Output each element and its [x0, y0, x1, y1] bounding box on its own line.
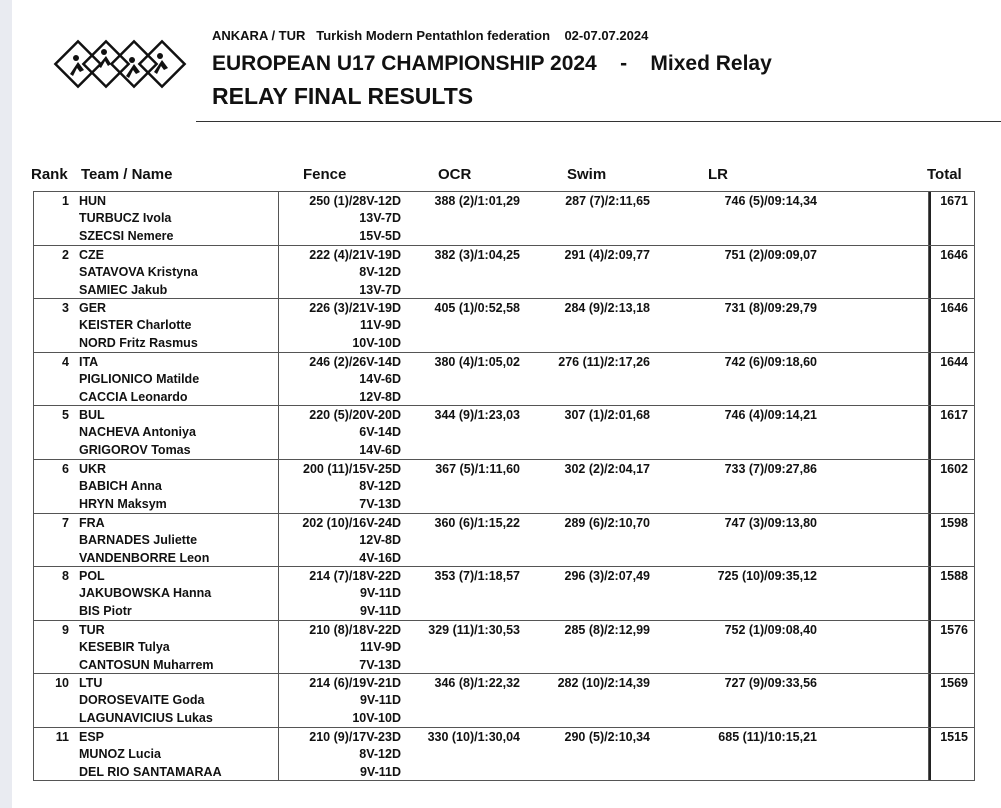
athlete-name: DEL RIO SANTAMARAA — [79, 765, 222, 779]
column-header-swim: Swim — [567, 166, 607, 183]
total-cell: 1598 — [940, 515, 968, 530]
fence-cell: 214 (7)/18V-22D — [309, 569, 401, 584]
fence-athlete-cell: 14V-6D — [359, 443, 401, 458]
pentathlon-logo — [48, 26, 198, 106]
ocr-cell: 405 (1)/0:52,58 — [434, 301, 520, 316]
column-header-fence: Fence — [303, 166, 347, 183]
team-cell: TUR — [79, 622, 105, 637]
rank-cell: 10 — [55, 676, 69, 691]
athlete-name: SZECSI Nemere — [79, 229, 174, 243]
fence-athlete-cell: 10V-10D — [352, 711, 401, 726]
column-header-lr: LR — [708, 166, 728, 183]
total-cell: 1515 — [940, 730, 968, 744]
athlete-name: MUNOZ Lucia — [79, 747, 161, 761]
rank-cell: 2 — [62, 247, 69, 262]
total-cell: 1644 — [940, 354, 968, 369]
team-cell: FRA — [79, 515, 105, 530]
ocr-cell: 382 (3)/1:04,25 — [434, 247, 520, 262]
laser-run-cell: 746 (4)/09:14,21 — [724, 408, 817, 423]
column-header-ocr: OCR — [438, 166, 472, 183]
rank-cell: 5 — [62, 408, 69, 423]
rank-cell: 11 — [55, 730, 69, 744]
fence-athlete-cell: 9V-11D — [359, 765, 401, 779]
laser-run-cell: 751 (2)/09:09,07 — [724, 247, 817, 262]
result-row — [33, 191, 975, 245]
fence-athlete-cell: 9V-11D — [359, 586, 401, 601]
athlete-name: BARNADES Juliette — [79, 532, 198, 547]
total-cell: 1569 — [940, 676, 968, 691]
column-header-total: Total — [927, 166, 962, 183]
fence-cell: 226 (3)/21V-19D — [309, 301, 401, 316]
swim-cell: 290 (5)/2:10,34 — [564, 730, 650, 744]
athlete-name: NACHEVA Antoniya — [79, 425, 196, 440]
team-cell: POL — [79, 569, 105, 584]
result-row — [33, 673, 975, 727]
result-row — [33, 459, 975, 513]
athlete-name: SATAVOVA Kristyna — [79, 264, 198, 279]
team-cell: LTU — [79, 676, 103, 691]
ocr-cell: 380 (4)/1:05,02 — [434, 354, 520, 369]
fence-athlete-cell: 14V-6D — [359, 371, 401, 386]
column-header-rank: Rank — [31, 166, 68, 183]
fence-athlete-cell: 10V-10D — [352, 336, 401, 351]
result-row — [33, 727, 975, 781]
left-margin-strip — [0, 0, 12, 808]
athlete-name: HRYN Maksym — [79, 497, 167, 511]
result-row — [33, 245, 975, 299]
athlete-name: PIGLIONICO Matilde — [79, 371, 200, 386]
swim-cell: 289 (6)/2:10,70 — [564, 515, 650, 530]
athlete-name: KESEBIR Tulya — [79, 639, 170, 654]
laser-run-cell: 731 (8)/09:29,79 — [724, 301, 817, 316]
result-row — [33, 566, 975, 620]
fence-athlete-cell: 9V-11D — [359, 693, 401, 708]
ocr-cell: 353 (7)/1:18,57 — [434, 569, 520, 584]
result-row — [33, 352, 975, 406]
swim-cell: 287 (7)/2:11,65 — [565, 194, 650, 208]
result-row — [33, 298, 975, 352]
ocr-cell: 330 (10)/1:30,04 — [427, 730, 520, 744]
laser-run-cell: 725 (10)/09:35,12 — [717, 569, 817, 584]
athlete-name: DOROSEVAITE Goda — [79, 693, 205, 708]
fence-cell: 220 (5)/20V-20D — [309, 408, 401, 423]
team-cell: HUN — [79, 194, 107, 208]
fence-cell: 200 (11)/15V-25D — [303, 462, 401, 476]
team-cell: CZE — [79, 247, 104, 262]
fence-athlete-cell: 15V-5D — [359, 229, 401, 243]
athlete-name: CACCIA Leonardo — [79, 389, 188, 404]
fence-athlete-cell: 9V-11D — [359, 604, 401, 619]
fence-athlete-cell: 13V-7D — [359, 282, 401, 297]
fence-cell: 222 (4)/21V-19D — [309, 247, 401, 262]
fence-athlete-cell: 11V-9D — [359, 639, 401, 654]
laser-run-cell: 727 (9)/09:33,56 — [724, 676, 817, 691]
fence-cell: 246 (2)/26V-14D — [309, 354, 401, 369]
athlete-name: CANTOSUN Muharrem — [79, 657, 214, 672]
ocr-cell: 388 (2)/1:01,29 — [434, 194, 520, 208]
fence-athlete-cell: 11V-9D — [359, 318, 401, 333]
ocr-cell: 367 (5)/1:11,60 — [435, 462, 520, 476]
athlete-name: KEISTER Charlotte — [79, 318, 192, 333]
fence-athlete-cell: 8V-12D — [359, 479, 401, 493]
rank-cell: 4 — [62, 354, 69, 369]
team-cell: ITA — [79, 354, 99, 369]
swim-cell: 285 (8)/2:12,99 — [564, 622, 650, 637]
laser-run-cell: 685 (11)/10:15,21 — [718, 730, 817, 744]
fence-athlete-cell: 12V-8D — [359, 389, 401, 404]
fence-athlete-cell: 7V-13D — [359, 497, 401, 511]
swim-cell: 276 (11)/2:17,26 — [558, 354, 650, 369]
swim-cell: 282 (10)/2:14,39 — [557, 676, 650, 691]
rank-cell: 9 — [62, 622, 69, 637]
rank-cell: 6 — [62, 462, 69, 476]
result-row — [33, 405, 975, 459]
total-cell: 1671 — [940, 194, 968, 208]
swim-cell: 307 (1)/2:01,68 — [564, 408, 650, 423]
team-cell: GER — [79, 301, 107, 316]
athlete-name: BIS Piotr — [79, 604, 132, 619]
result-row — [33, 620, 975, 674]
total-cell: 1588 — [940, 569, 968, 584]
ocr-cell: 344 (9)/1:23,03 — [434, 408, 520, 423]
header-championship-title: EUROPEAN U17 CHAMPIONSHIP 2024 - Mixed Relay — [212, 52, 772, 75]
swim-cell: 284 (9)/2:13,18 — [564, 301, 650, 316]
fence-cell: 250 (1)/28V-12D — [309, 194, 401, 208]
team-cell: ESP — [79, 730, 105, 744]
athlete-name: BABICH Anna — [79, 479, 162, 493]
fence-cell: 214 (6)/19V-21D — [309, 676, 401, 691]
swim-cell: 302 (2)/2:04,17 — [564, 462, 650, 476]
rank-cell: 1 — [62, 194, 69, 208]
fence-athlete-cell: 4V-16D — [359, 550, 401, 565]
swim-cell: 291 (4)/2:09,77 — [564, 247, 650, 262]
team-cell: UKR — [79, 462, 107, 476]
laser-run-cell: 746 (5)/09:14,34 — [724, 194, 817, 208]
results-table — [33, 191, 975, 781]
athlete-name: GRIGOROV Tomas — [79, 443, 191, 458]
athlete-name: JAKUBOWSKA Hanna — [79, 586, 212, 601]
fence-cell: 210 (8)/18V-22D — [309, 622, 401, 637]
swim-cell: 296 (3)/2:07,49 — [564, 569, 650, 584]
ocr-cell: 346 (8)/1:22,32 — [434, 676, 520, 691]
header-divider — [196, 121, 1001, 122]
fence-athlete-cell: 8V-12D — [359, 747, 401, 761]
athlete-name: VANDENBORRE Leon — [79, 550, 210, 565]
fence-athlete-cell: 7V-13D — [359, 657, 401, 672]
ocr-cell: 329 (11)/1:30,53 — [428, 622, 520, 637]
athlete-name: TURBUCZ Ivola — [79, 211, 172, 225]
column-header-team: Team / Name — [81, 166, 173, 183]
fence-cell: 202 (10)/16V-24D — [302, 515, 401, 530]
total-cell: 1602 — [940, 462, 968, 476]
laser-run-cell: 752 (1)/09:08,40 — [724, 622, 817, 637]
result-row — [33, 513, 975, 567]
fence-athlete-cell: 8V-12D — [359, 264, 401, 279]
athlete-name: NORD Fritz Rasmus — [79, 336, 198, 351]
fence-cell: 210 (9)/17V-23D — [309, 730, 401, 744]
laser-run-cell: 733 (7)/09:27,86 — [724, 462, 817, 476]
total-cell: 1646 — [940, 247, 968, 262]
team-cell: BUL — [79, 408, 105, 423]
total-cell: 1576 — [940, 622, 968, 637]
fence-athlete-cell: 13V-7D — [359, 211, 401, 225]
fence-athlete-cell: 6V-14D — [359, 425, 401, 440]
rank-cell: 3 — [62, 301, 69, 316]
rank-cell: 7 — [62, 515, 69, 530]
page-title: RELAY FINAL RESULTS — [212, 83, 474, 109]
rank-cell: 8 — [62, 569, 69, 584]
laser-run-cell: 747 (3)/09:13,80 — [724, 515, 817, 530]
total-cell: 1617 — [940, 408, 968, 423]
fence-athlete-cell: 12V-8D — [359, 532, 401, 547]
athlete-name: SAMIEC Jakub — [79, 282, 168, 297]
laser-run-cell: 742 (6)/09:18,60 — [724, 354, 817, 369]
total-cell: 1646 — [940, 301, 968, 316]
header-event-info: ANKARA / TUR Turkish Modern Pentathlon federation 02-07.07.2024 — [212, 28, 649, 43]
athlete-name: LAGUNAVICIUS Lukas — [79, 711, 213, 726]
ocr-cell: 360 (6)/1:15,22 — [434, 515, 520, 530]
